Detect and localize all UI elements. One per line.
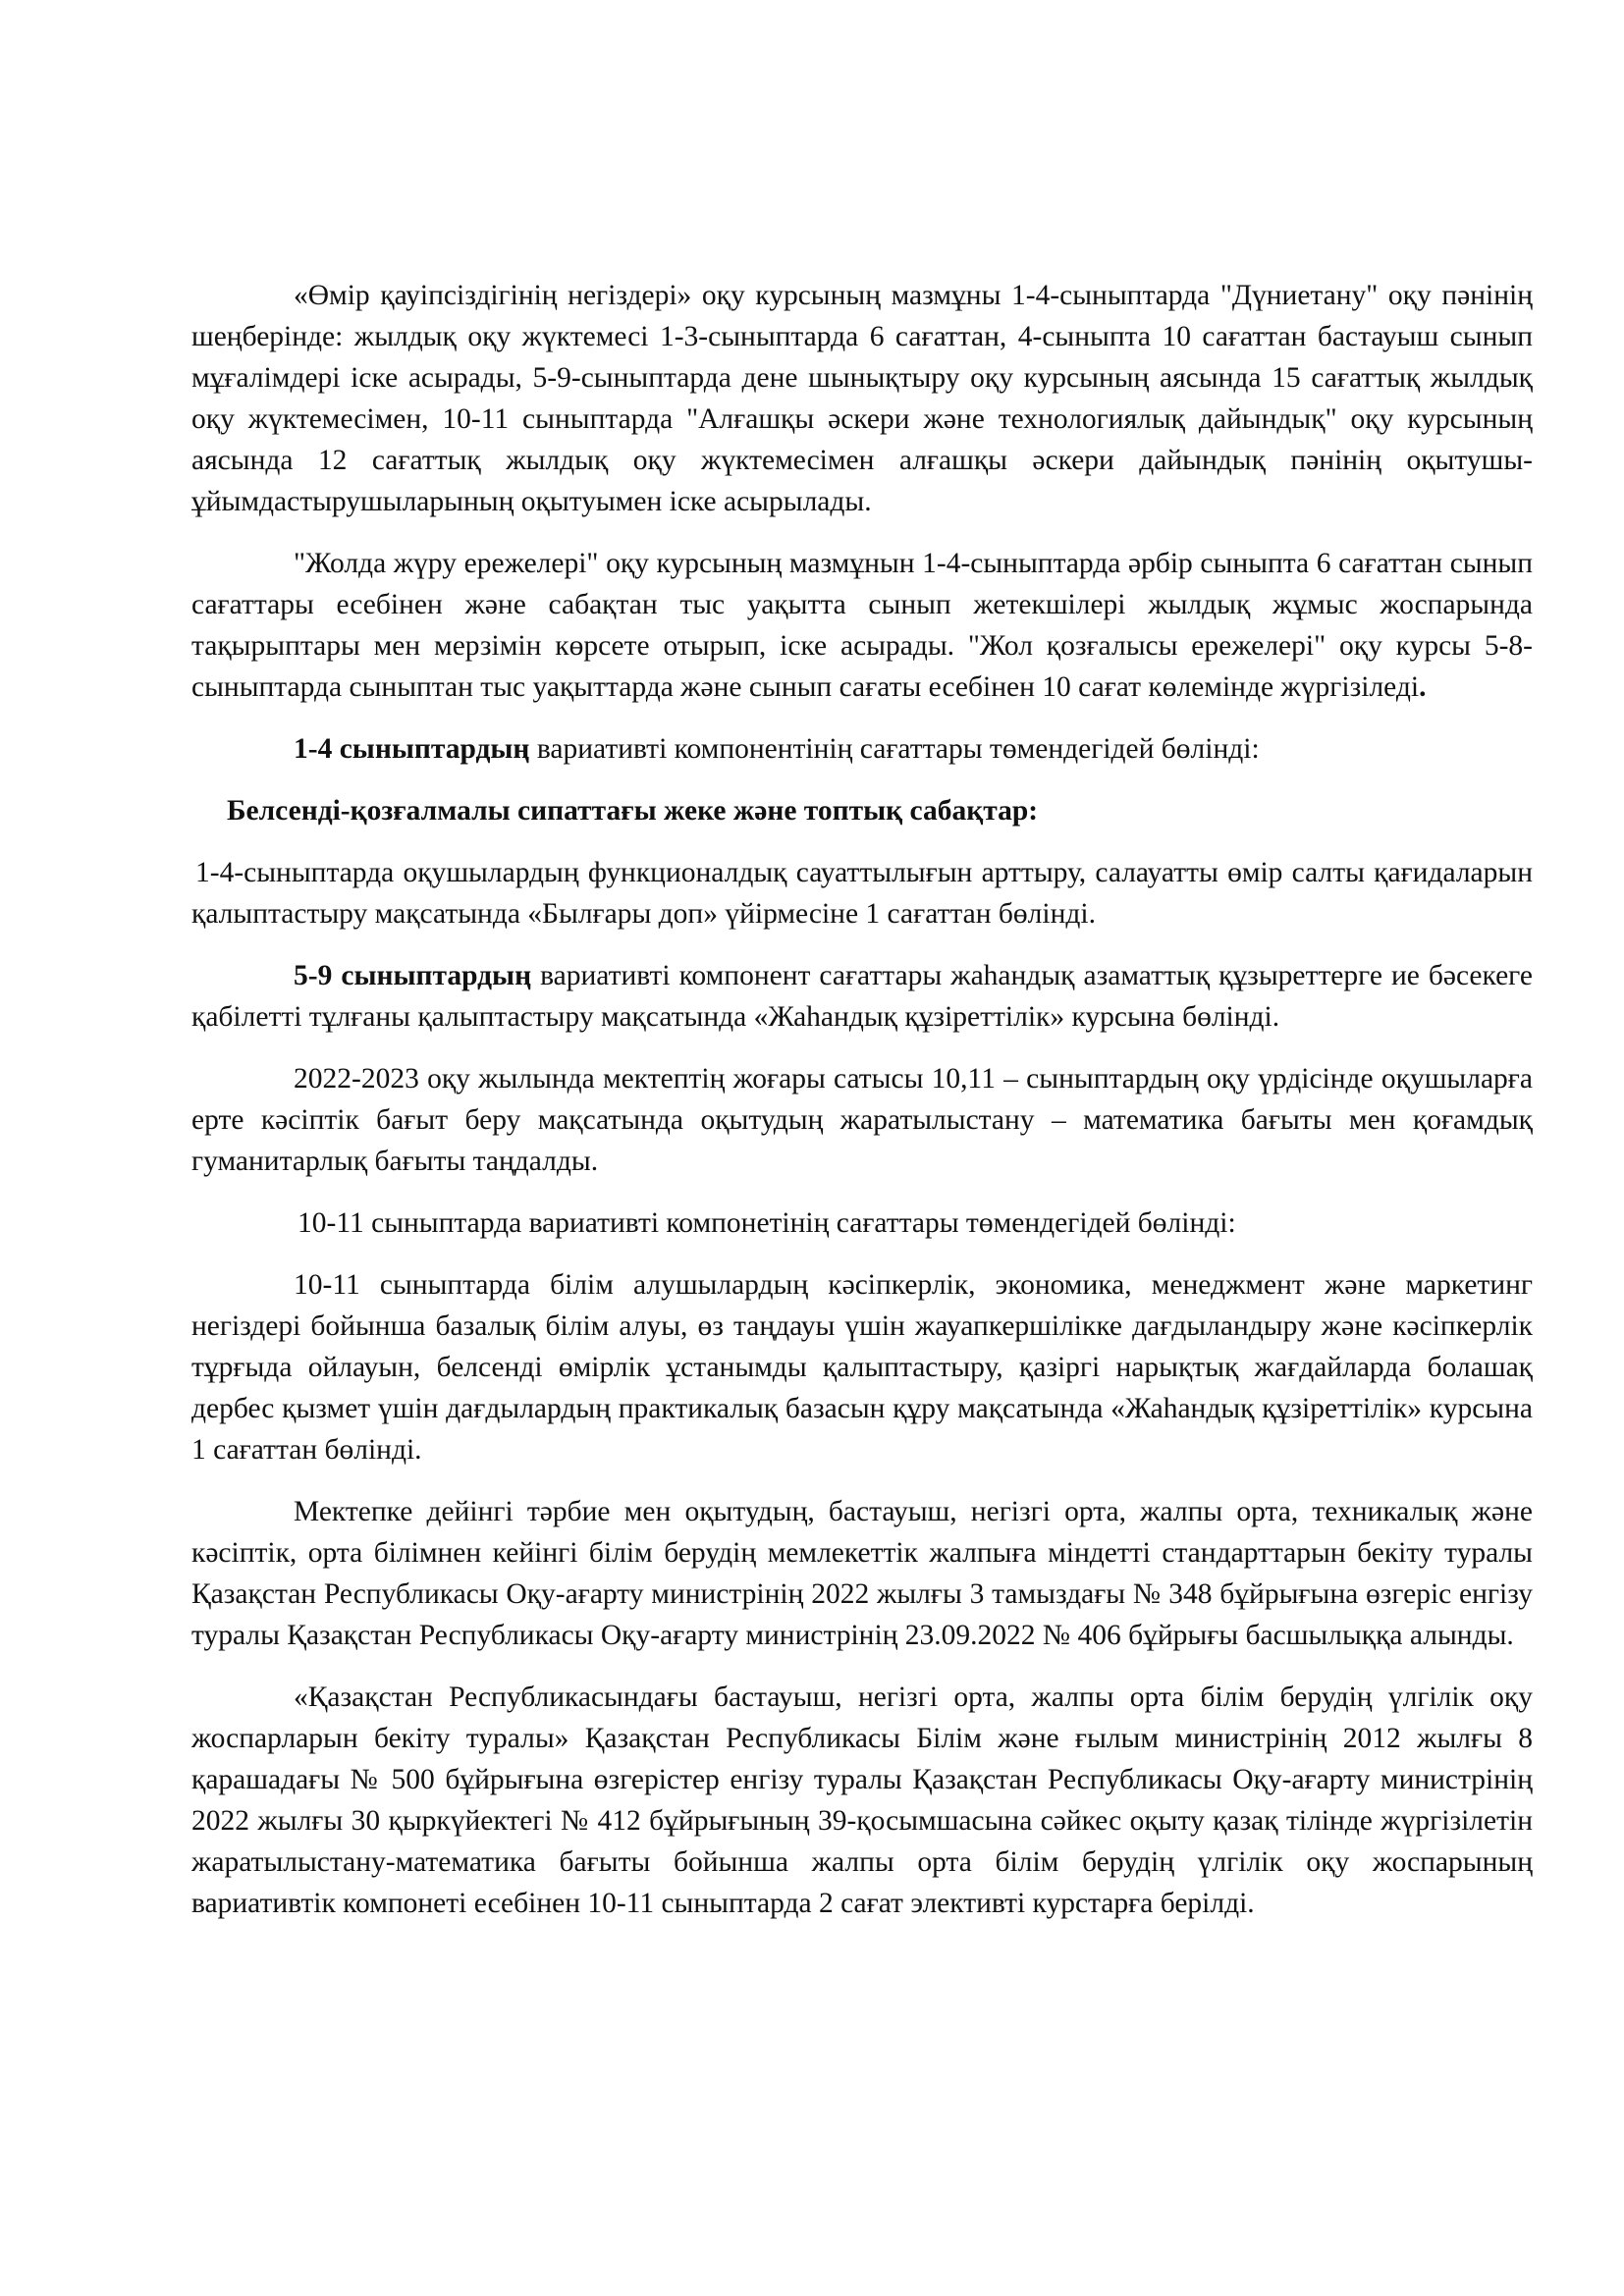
paragraph-text: «Қазақстан Республикасындағы бастауыш, негізгі орта, жалпы орта білім берудің үлгілік оқу жоспарларын бекіту туралы» Қазақстан Республикасы Білім және ғылым министрінің 2012 жылғы 8 қарашадағы № 500 бұйрығына өзгерістер енгізу туралы Қазақстан Республикасы Оқу-ағарту министрінің 2022 жылғы 30 қыркүйектегі № 412 бұйрығының 39-қосымшасына сәйкес оқыту қазақ тілінде жүргізілетін жаратылыстану-математика бағыты бойынша жалпы орта білім берудің үлгілік оқу жоспарының вариативтік компонеті есебінен 10-11 сыныптарда 2 сағат элективті курстарға берілді.: [191, 1682, 1533, 1919]
paragraph-text: 10-11 сыныптарда вариативті компонетінің сағаттары төмендегідей бөлінді:: [298, 1207, 1236, 1239]
document-page: [191, 275, 1533, 1945]
paragraph-grades-1-4-variative: [191, 728, 1533, 770]
paragraph-text: вариативті компонентінің сағаттары төмендегідей бөлінді:: [529, 733, 1260, 765]
paragraph-road-rules: [191, 543, 1533, 708]
paragraph-model-curricula: [191, 1677, 1533, 1924]
paragraph-grades-10-11-intro: [191, 1202, 1533, 1244]
paragraph-leather-ball-club: [191, 852, 1533, 934]
paragraph-text: 1-4-сыныптарда оқушылардың функционалдық сауаттылығын арттыру, салауатты өмір салты қағидаларын қалыптастыру мақсатында «Былғары доп» үйірмесіне 1 сағаттан бөлінді.: [191, 857, 1533, 930]
bold-lead: 5-9 сыныптардың: [294, 960, 532, 991]
bold-lead: 1-4 сыныптардың: [294, 733, 530, 765]
paragraph-state-standards: [191, 1491, 1533, 1656]
paragraph-text: «Өмір қауіпсіздігінің негіздері» оқу курсының мазмұны 1-4-сыныптарда "Дүниетану" оқу пәнінің шеңберінде: жылдық оқу жүктемесі 1-3-сыныптарда 6 сағаттан, 4-сыныпта 10 сағаттан бастауыш сынып мұғалімдері іске асырады, 5-9-сыныптарда дене шынықтыру оқу курсының аясында 15 сағаттық жылдық оқу жүктемесімен, 10-11 сыныптарда "Алғашқы әскери және технологиялық дайындық" оқу курсының аясында 12 сағаттық жылдық оқу жүктемесімен алғашқы әскери дайындық пәнінің оқытушы-ұйымдастырушыларының оқытуымен іске асырылады.: [191, 280, 1533, 517]
paragraph-2022-2023-profile: [191, 1058, 1533, 1182]
paragraph-text: 2022-2023 оқу жылында мектептің жоғары сатысы 10,11 – сыныптардың оқу үрдісінде оқушыларға ерте кәсіптік бағыт беру мақсатында оқытудың жаратылыстану – математика бағыты мен қоғамдық гуманитарлық бағыты таңдалды.: [191, 1063, 1533, 1177]
paragraph-text: "Жолда жүру ережелері" оқу курсының мазмұнын 1-4-сыныптарда әрбір сыныпта 6 сағаттан сынып сағаттары есебінен және сабақтан тыс уақытта сынып жетекшілері жылдық жұмыс жоспарында тақырыптары мен мерзімін көрсете отырып, іске асырады. "Жол қозғалысы ережелері" оқу курсы 5-8-сыныптарда сыныптан тыс уақыттарда және сынып сағаты есебінен 10 сағат көлемінде жүргізіледі: [191, 548, 1533, 703]
section-heading-active-lessons: Белсенді-қозғалмалы сипаттағы жеке және топтық сабақтар:: [227, 795, 1039, 827]
paragraph-grades-10-11-entrepreneurship: [191, 1264, 1533, 1470]
paragraph-text: 10-11 сыныптарда білім алушылардың кәсіпкерлік, экономика, менеджмент және маркетинг негіздері бойынша базалық білім алуы, өз таңдауы үшін жауапкершілікке дағдыландыру және кәсіпкерлік тұрғыда ойлауын, белсенді өмірлік ұстанымды қалыптастыру, қазіргі нарықтық жағдайларда болашақ дербес қызмет үшін дағдылардың практикалық базасын құру мақсатында «Жаһандық құзіреттілік» курсына 1 сағаттан бөлінді.: [191, 1269, 1533, 1466]
paragraph-life-safety: [191, 275, 1533, 522]
paragraph-end-mark: .: [1419, 671, 1427, 703]
paragraph-grades-5-9-variative: [191, 955, 1533, 1038]
paragraph-text: Мектепке дейінгі тәрбие мен оқытудың, бастауыш, негізгі орта, жалпы орта, техникалық және кәсіптік, орта білімнен кейінгі білім берудің мемлекеттік жалпыға міндетті стандарттарын бекіту туралы Қазақстан Республикасы Оқу-ағарту министрінің 2022 жылғы 3 тамыздағы № 348 бұйрығына өзгеріс енгізу туралы Қазақстан Республикасы Оқу-ағарту министрінің 23.09.2022 № 406 бұйрығы басшылыққа алынды.: [191, 1496, 1533, 1651]
paragraph-text: вариативті компонент сағаттары жаһандық азаматтық құзыреттерге ие бәсекеге қабілетті тұлғаны қалыптастыру мақсатында «Жаһандық құзіреттілік» курсына бөлінді.: [191, 960, 1533, 1033]
